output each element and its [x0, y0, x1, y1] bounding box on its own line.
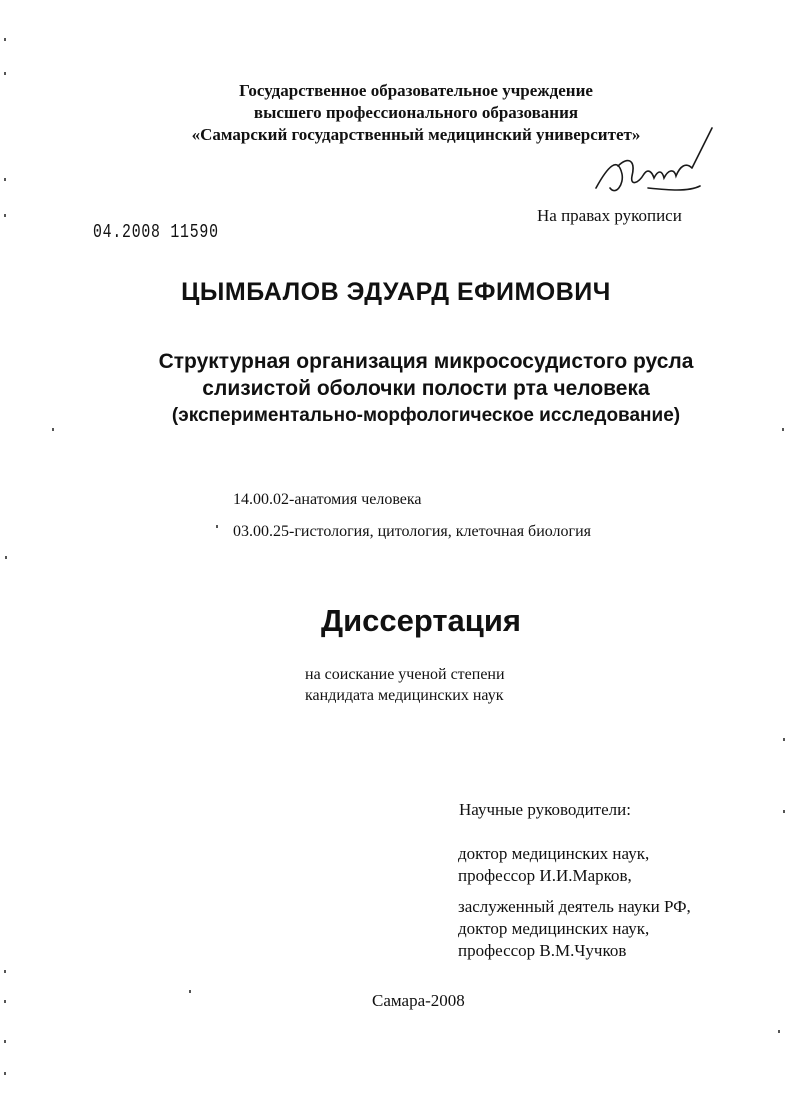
handwritten-signature [588, 126, 718, 206]
scan-speck [216, 525, 218, 528]
degree-statement [305, 664, 505, 706]
scan-speck [189, 990, 191, 993]
scan-speck [5, 556, 7, 559]
city-year: Самара-2008 [372, 991, 465, 1010]
scan-speck [4, 1072, 6, 1075]
dissertation-title [96, 348, 756, 429]
author-name: ЦЫМБАЛОВ ЭДУАРД ЕФИМОВИЧ [181, 278, 611, 306]
title-line-3: (экспериментально-морфологическое исследование) [171, 405, 681, 426]
scan-speck [4, 214, 6, 217]
supervisor-1-line-1: доктор медицинских наук, [458, 844, 650, 863]
document-type: Диссертация [320, 603, 522, 638]
supervisor-2-line-3: профессор В.М.Чучков [458, 941, 627, 960]
scan-speck [783, 738, 785, 741]
supervisor-1-line-2: профессор И.И.Марков, [458, 866, 632, 885]
scan-speck [4, 1000, 6, 1003]
institution-line-2: высшего профессионального образования [253, 103, 579, 122]
scan-speck [4, 72, 6, 75]
supervisors-heading: Научные руководители: [459, 800, 631, 819]
supervisor-2-line-2: доктор медицинских наук, [458, 919, 650, 938]
rights-note: На правах рукописи [537, 206, 682, 225]
scan-speck [4, 1040, 6, 1043]
specialty-2: 03.00.25-гистология, цитология, клеточная биология [233, 523, 592, 540]
institution-line-1: Государственное образовательное учреждение [239, 81, 593, 100]
specialty-1: 14.00.02-анатомия человека [233, 491, 422, 508]
institution-line-3: «Самарский государственный медицинский университет» [191, 125, 641, 144]
scan-speck [4, 38, 6, 41]
scan-speck [52, 428, 54, 431]
scan-speck [778, 1030, 780, 1033]
supervisor-1 [458, 843, 649, 887]
scan-speck [782, 428, 784, 431]
registration-stamp: 04.2008 11590 [93, 221, 219, 243]
title-line-1: Структурная организация микрососудистого русла [158, 350, 694, 373]
supervisor-2 [458, 896, 691, 962]
scan-speck [783, 810, 785, 813]
degree-line-2: кандидата медицинских наук [305, 687, 504, 704]
degree-line-1: на соискание ученой степени [305, 666, 505, 683]
scan-speck [4, 970, 6, 973]
scan-speck [4, 178, 6, 181]
title-line-2: слизистой оболочки полости рта человека [202, 377, 650, 400]
supervisor-2-line-1: заслуженный деятель науки РФ, [458, 897, 691, 916]
